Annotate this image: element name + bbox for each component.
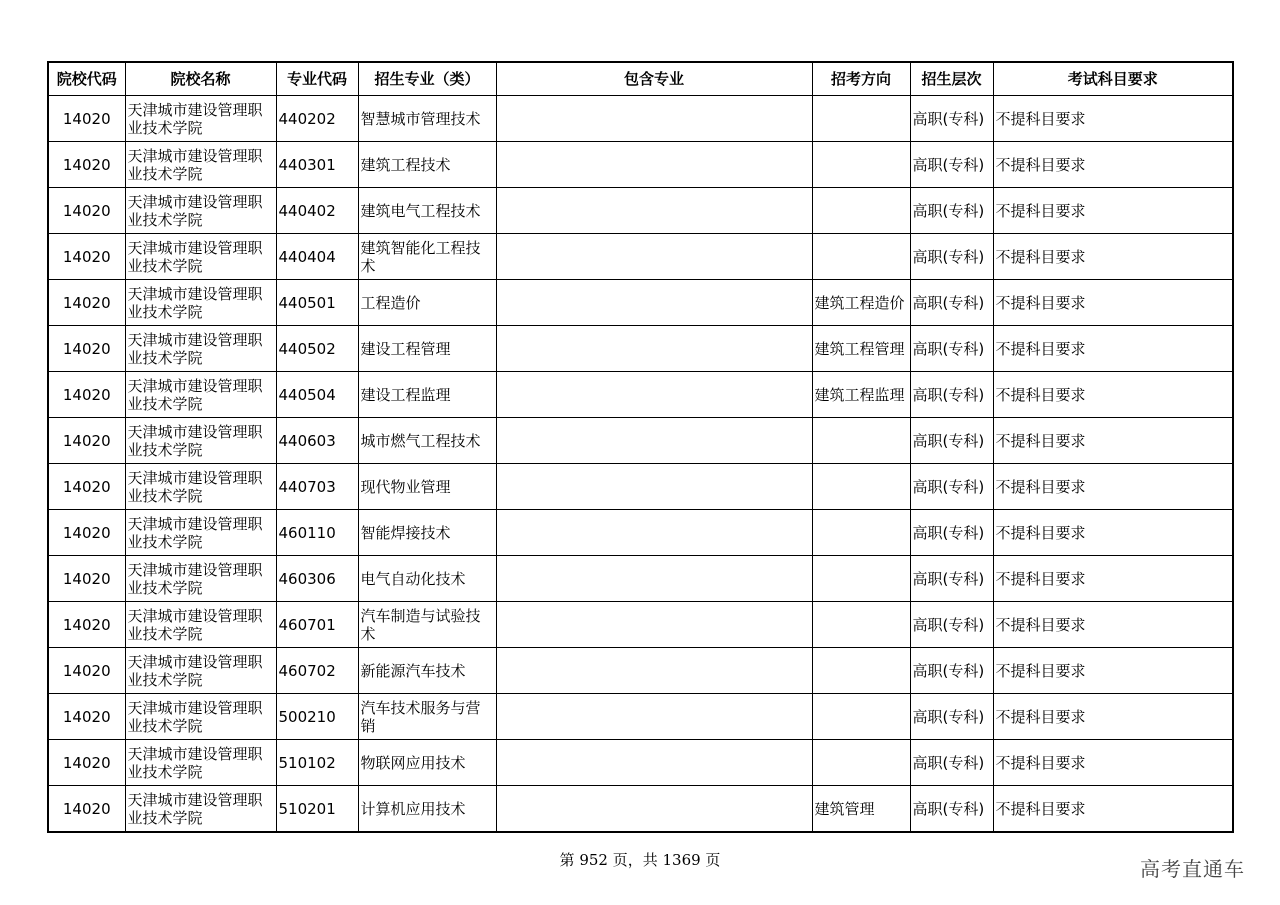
cell-major-code: 440404 [276, 234, 358, 280]
cell-level: 高职(专科) [910, 740, 993, 786]
cell-major-code: 460701 [276, 602, 358, 648]
cell-major: 建设工程管理 [358, 326, 496, 372]
cell-requirement: 不提科目要求 [993, 280, 1233, 326]
admission-table [47, 61, 1234, 833]
cell-school-name: 天津城市建设管理职业技术学院 [125, 464, 276, 510]
cell-requirement: 不提科目要求 [993, 464, 1233, 510]
header-level: 招生层次 [910, 62, 993, 96]
cell-included-majors [496, 142, 812, 188]
cell-school-name: 天津城市建设管理职业技术学院 [125, 418, 276, 464]
table-row [48, 372, 1233, 418]
cell-level: 高职(专科) [910, 372, 993, 418]
cell-included-majors [496, 510, 812, 556]
cell-direction [812, 464, 910, 510]
cell-included-majors [496, 556, 812, 602]
cell-included-majors [496, 96, 812, 142]
cell-major: 汽车技术服务与营销 [358, 694, 496, 740]
cell-level: 高职(专科) [910, 556, 993, 602]
cell-requirement: 不提科目要求 [993, 96, 1233, 142]
table-row [48, 786, 1233, 833]
cell-major-code: 440703 [276, 464, 358, 510]
table-row [48, 602, 1233, 648]
cell-major: 计算机应用技术 [358, 786, 496, 833]
cell-major: 建设工程监理 [358, 372, 496, 418]
table-row [48, 648, 1233, 694]
cell-major-code: 440501 [276, 280, 358, 326]
cell-major: 现代物业管理 [358, 464, 496, 510]
table-row [48, 234, 1233, 280]
cell-level: 高职(专科) [910, 510, 993, 556]
cell-school-code: 14020 [48, 326, 125, 372]
table-row [48, 740, 1233, 786]
cell-school-code: 14020 [48, 188, 125, 234]
cell-included-majors [496, 740, 812, 786]
table-row [48, 188, 1233, 234]
cell-requirement: 不提科目要求 [993, 142, 1233, 188]
header-school-name: 院校名称 [125, 62, 276, 96]
cell-included-majors [496, 418, 812, 464]
cell-major-code: 460110 [276, 510, 358, 556]
cell-major: 新能源汽车技术 [358, 648, 496, 694]
cell-requirement: 不提科目要求 [993, 648, 1233, 694]
cell-major-code: 440202 [276, 96, 358, 142]
cell-included-majors [496, 234, 812, 280]
cell-direction [812, 510, 910, 556]
cell-school-name: 天津城市建设管理职业技术学院 [125, 142, 276, 188]
cell-included-majors [496, 602, 812, 648]
cell-direction [812, 418, 910, 464]
table-row [48, 418, 1233, 464]
cell-major: 电气自动化技术 [358, 556, 496, 602]
cell-school-code: 14020 [48, 234, 125, 280]
cell-school-code: 14020 [48, 372, 125, 418]
cell-direction: 建筑工程监理 [812, 372, 910, 418]
table-header-row [48, 62, 1233, 96]
cell-school-code: 14020 [48, 694, 125, 740]
cell-school-name: 天津城市建设管理职业技术学院 [125, 556, 276, 602]
cell-school-name: 天津城市建设管理职业技术学院 [125, 694, 276, 740]
cell-requirement: 不提科目要求 [993, 234, 1233, 280]
cell-requirement: 不提科目要求 [993, 188, 1233, 234]
cell-requirement: 不提科目要求 [993, 418, 1233, 464]
table-row [48, 142, 1233, 188]
header-direction: 招考方向 [812, 62, 910, 96]
cell-school-name: 天津城市建设管理职业技术学院 [125, 786, 276, 833]
cell-major: 汽车制造与试验技术 [358, 602, 496, 648]
cell-school-code: 14020 [48, 142, 125, 188]
cell-school-code: 14020 [48, 740, 125, 786]
cell-major: 物联网应用技术 [358, 740, 496, 786]
cell-requirement: 不提科目要求 [993, 326, 1233, 372]
cell-direction [812, 602, 910, 648]
cell-level: 高职(专科) [910, 464, 993, 510]
cell-level: 高职(专科) [910, 188, 993, 234]
cell-major-code: 440603 [276, 418, 358, 464]
header-major: 招生专业（类） [358, 62, 496, 96]
cell-major: 智慧城市管理技术 [358, 96, 496, 142]
cell-major-code: 440402 [276, 188, 358, 234]
cell-major: 智能焊接技术 [358, 510, 496, 556]
cell-school-name: 天津城市建设管理职业技术学院 [125, 326, 276, 372]
cell-requirement: 不提科目要求 [993, 372, 1233, 418]
cell-school-code: 14020 [48, 786, 125, 833]
cell-direction [812, 142, 910, 188]
cell-level: 高职(专科) [910, 234, 993, 280]
cell-school-code: 14020 [48, 602, 125, 648]
cell-direction [812, 556, 910, 602]
cell-school-code: 14020 [48, 556, 125, 602]
header-major-code: 专业代码 [276, 62, 358, 96]
cell-included-majors [496, 786, 812, 833]
cell-major: 建筑智能化工程技术 [358, 234, 496, 280]
table-row [48, 280, 1233, 326]
page-number: 第 952 页，共 1369 页 [559, 851, 721, 869]
table-row [48, 96, 1233, 142]
cell-direction [812, 694, 910, 740]
cell-direction: 建筑工程管理 [812, 326, 910, 372]
cell-included-majors [496, 280, 812, 326]
cell-included-majors [496, 326, 812, 372]
cell-direction [812, 188, 910, 234]
cell-requirement: 不提科目要求 [993, 602, 1233, 648]
table-body [48, 96, 1233, 833]
cell-school-code: 14020 [48, 418, 125, 464]
cell-school-code: 14020 [48, 96, 125, 142]
cell-major: 建筑电气工程技术 [358, 188, 496, 234]
table-row [48, 464, 1233, 510]
cell-school-name: 天津城市建设管理职业技术学院 [125, 602, 276, 648]
cell-school-code: 14020 [48, 280, 125, 326]
cell-requirement: 不提科目要求 [993, 694, 1233, 740]
cell-level: 高职(专科) [910, 602, 993, 648]
cell-requirement: 不提科目要求 [993, 510, 1233, 556]
cell-major: 工程造价 [358, 280, 496, 326]
cell-school-name: 天津城市建设管理职业技术学院 [125, 648, 276, 694]
cell-direction: 建筑工程造价 [812, 280, 910, 326]
cell-direction: 建筑管理 [812, 786, 910, 833]
cell-included-majors [496, 372, 812, 418]
cell-level: 高职(专科) [910, 280, 993, 326]
cell-requirement: 不提科目要求 [993, 740, 1233, 786]
cell-level: 高职(专科) [910, 418, 993, 464]
cell-major-code: 460702 [276, 648, 358, 694]
cell-school-name: 天津城市建设管理职业技术学院 [125, 740, 276, 786]
cell-major-code: 510201 [276, 786, 358, 833]
header-requirement: 考试科目要求 [993, 62, 1233, 96]
cell-direction [812, 648, 910, 694]
cell-school-name: 天津城市建设管理职业技术学院 [125, 96, 276, 142]
cell-requirement: 不提科目要求 [993, 556, 1233, 602]
cell-school-code: 14020 [48, 464, 125, 510]
cell-major-code: 440504 [276, 372, 358, 418]
cell-level: 高职(专科) [910, 648, 993, 694]
cell-direction [812, 234, 910, 280]
cell-included-majors [496, 464, 812, 510]
cell-direction [812, 740, 910, 786]
admission-table-container [47, 61, 1232, 833]
cell-school-name: 天津城市建设管理职业技术学院 [125, 372, 276, 418]
header-school-code: 院校代码 [48, 62, 125, 96]
cell-school-name: 天津城市建设管理职业技术学院 [125, 510, 276, 556]
cell-included-majors [496, 188, 812, 234]
cell-requirement: 不提科目要求 [993, 786, 1233, 833]
cell-included-majors [496, 648, 812, 694]
cell-level: 高职(专科) [910, 142, 993, 188]
cell-direction [812, 96, 910, 142]
cell-level: 高职(专科) [910, 96, 993, 142]
cell-level: 高职(专科) [910, 786, 993, 833]
cell-school-name: 天津城市建设管理职业技术学院 [125, 188, 276, 234]
watermark-logo: 高考直通车 [1140, 857, 1245, 881]
table-row [48, 326, 1233, 372]
cell-major: 建筑工程技术 [358, 142, 496, 188]
cell-school-code: 14020 [48, 648, 125, 694]
header-included-majors: 包含专业 [496, 62, 812, 96]
table-row [48, 694, 1233, 740]
cell-level: 高职(专科) [910, 326, 993, 372]
cell-major-code: 440301 [276, 142, 358, 188]
cell-school-name: 天津城市建设管理职业技术学院 [125, 280, 276, 326]
cell-major-code: 460306 [276, 556, 358, 602]
cell-major: 城市燃气工程技术 [358, 418, 496, 464]
cell-school-name: 天津城市建设管理职业技术学院 [125, 234, 276, 280]
cell-level: 高职(专科) [910, 694, 993, 740]
table-row [48, 510, 1233, 556]
cell-major-code: 510102 [276, 740, 358, 786]
cell-major-code: 440502 [276, 326, 358, 372]
cell-school-code: 14020 [48, 510, 125, 556]
cell-major-code: 500210 [276, 694, 358, 740]
cell-included-majors [496, 694, 812, 740]
table-row [48, 556, 1233, 602]
